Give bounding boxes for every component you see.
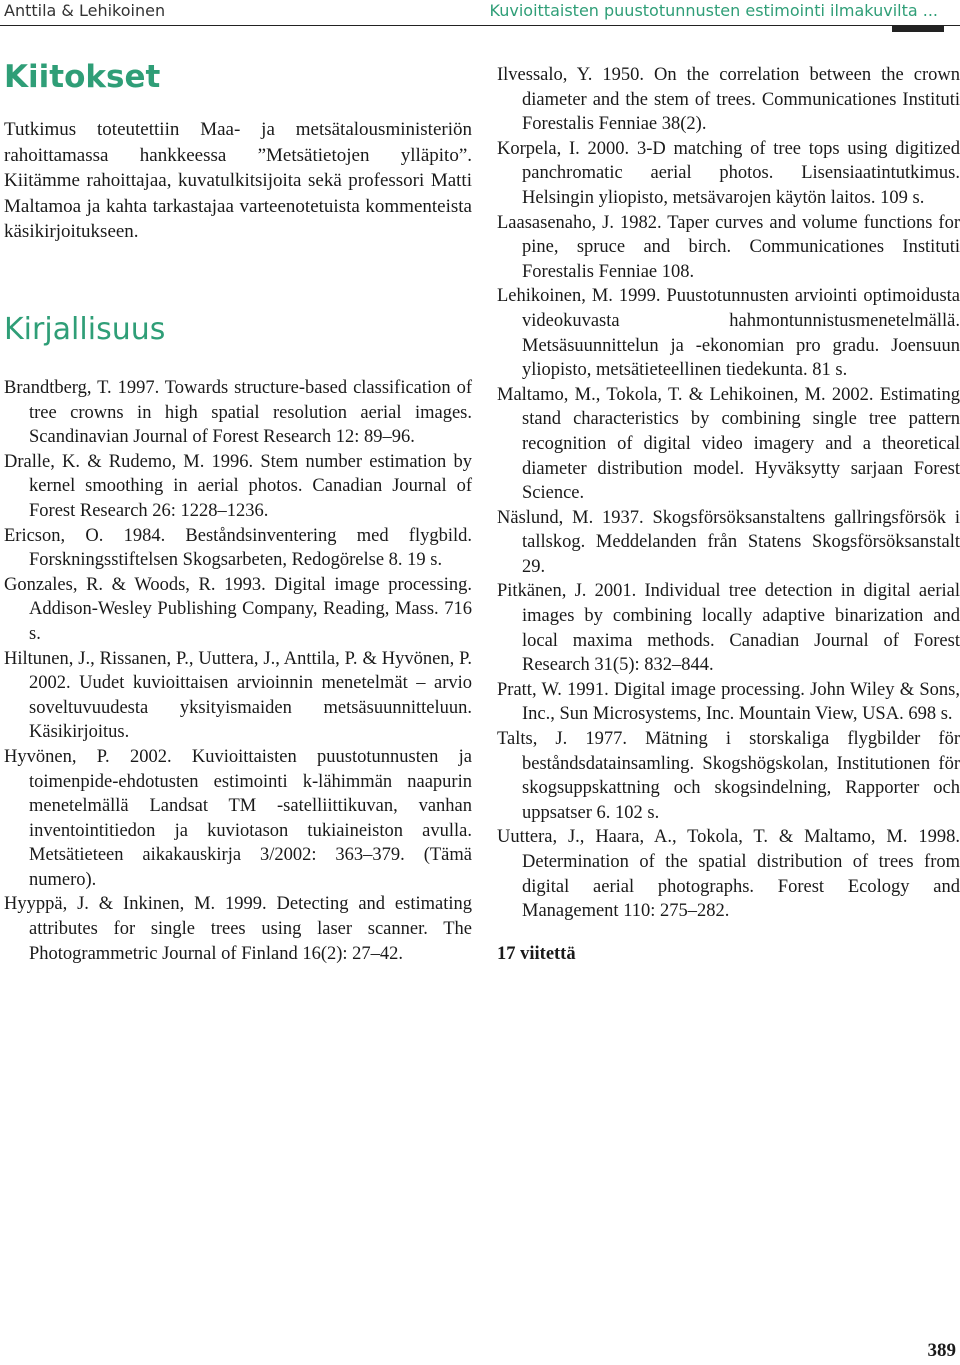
reference-item: Brandtberg, T. 1997. Towards structure-based classification of tree crowns in high spatial resolution aerial images. Scandinavian Journal of Forest Research 12: 89–96. — [4, 378, 472, 448]
reference-item: Ilvessalo, Y. 1950. On the correlation between the crown diameter and the stem of trees. Communicationes Instituti Forestalis Fenniae 38(2). — [497, 65, 960, 135]
reference-item: Lehikoinen, M. 1999. Puustotunnusten arviointi optimoidusta videokuvasta hahmontunnistusmenetelmällä. Metsäsuunnittelun ja -ekonomian pro gradu. Joensuun yliopisto, metsätieteellinen tiedekunta. 81 s. — [497, 286, 960, 381]
reference-item: Maltamo, M., Tokola, T. & Lehikoinen, M. 2002. Estimating stand characteristics by combining single tree pattern recognition of digital video imagery and a theoretical diameter distribution model. Hyväksytty sarjaan Forest Science. — [497, 384, 960, 504]
references-left-column — [4, 376, 472, 966]
reference-count: 17 viitettä — [497, 944, 576, 964]
references-right-column — [497, 63, 960, 924]
reference-item: Laasasenaho, J. 1982. Taper curves and volume functions for pine, spruce and birch. Communicationes Instituti Forestalis Fenniae 108. — [497, 212, 960, 282]
reference-item: Uuttera, J., Haara, A., Tokola, T. & Maltamo, M. 1998. Determination of the spatial distribution of trees from digital aerial photographs. Forest Ecology and Management 110: 275–282. — [497, 827, 960, 922]
acknowledgements-heading: Kiitokset — [4, 59, 161, 95]
references-heading: Kirjallisuus — [4, 312, 166, 347]
reference-item: Dralle, K. & Rudemo, M. 1996. Stem number estimation by kernel smoothing in aerial photos. Canadian Journal of Forest Research 26: 1228–1236. — [4, 451, 472, 521]
page-header — [0, 0, 960, 26]
reference-item: Näslund, M. 1937. Skogsförsöksanstaltens gallringsförsök i tallskog. Meddelanden från Statens Skogsförsöksanstalt 29. — [497, 507, 960, 577]
reference-item: Gonzales, R. & Woods, R. 1993. Digital image processing. Addison-Wesley Publishing Company, Reading, Mass. 716 s. — [4, 574, 472, 644]
header-bar — [892, 25, 944, 32]
reference-item: Pitkänen, J. 2001. Individual tree detection in digital aerial images by combining locally adaptive binarization and local maxima methods. Canadian Journal of Forest Research 31(5): 832–844. — [497, 581, 960, 676]
reference-item: Hiltunen, J., Rissanen, P., Uuttera, J., Anttila, P. & Hyvönen, P. 2002. Uudet kuvioittaisen arvioinnin menetelmät – arvio soveltuvuudesta yksityismaiden metsäsuunnitteluun. Käsikirjoitus. — [4, 648, 472, 743]
page-number: 389 — [927, 1340, 956, 1361]
running-head-authors: Anttila & Lehikoinen — [4, 1, 166, 20]
running-head-title: Kuvioittaisten puustotunnusten estimointi ilmakuvilta ... — [489, 1, 938, 20]
reference-item: Korpela, I. 2000. 3-D matching of tree tops using digitized panchromatic aerial photos. Lisensiaatintutkimus. Helsingin yliopisto, metsävarojen käytön laitos. 109 s. — [497, 138, 960, 208]
acknowledgements-text: Tutkimus toteutettiin Maa- ja metsätalousministeriön rahoittamassa hankkeessa ”Metsätietojen ylläpito”. Kiitämme rahoittajaa, kuvatulkitsijoita sekä professori Matti Maltamoa ja kahta tarkastajaa varteenotetuista kommenteista käsikirjoitukseen. — [4, 119, 472, 243]
reference-item: Talts, J. 1977. Mätning i storskaliga flygbilder för beståndsdatainsamling. Skogshögskolan, Institutionen för skogsuppskattning och skogsindelning, Rapporter och uppsatser 6. 102 s. — [497, 729, 960, 823]
header-rule — [0, 25, 960, 26]
reference-item: Ericson, O. 1984. Beståndsinventering med flygbild. Forskningsstiftelsen Skogsarbeten, Redogörelse 8. 19 s. — [4, 525, 472, 571]
reference-item: Hyyppä, J. & Inkinen, M. 1999. Detecting and estimating attributes for single trees using laser scanner. The Photogrammetric Journal of Finland 16(2): 27–42. — [4, 894, 472, 964]
reference-item: Hyvönen, P. 2002. Kuvioittaisten puustotunnusten ja toimenpide-ehdotusten estimointi k-lähimmän naapurin menetelmällä Landsat TM -satelliittikuvan, vanhan inventointitiedon ja kuviotason tukiaineiston avulla. Metsätieteen aikakauskirja 3/2002: 363–379. (Tämä numero). — [4, 746, 472, 890]
reference-item: Pratt, W. 1991. Digital image processing. John Wiley & Sons, Inc., Sun Microsystems, Inc. Mountain View, USA. 698 s. — [497, 679, 960, 725]
